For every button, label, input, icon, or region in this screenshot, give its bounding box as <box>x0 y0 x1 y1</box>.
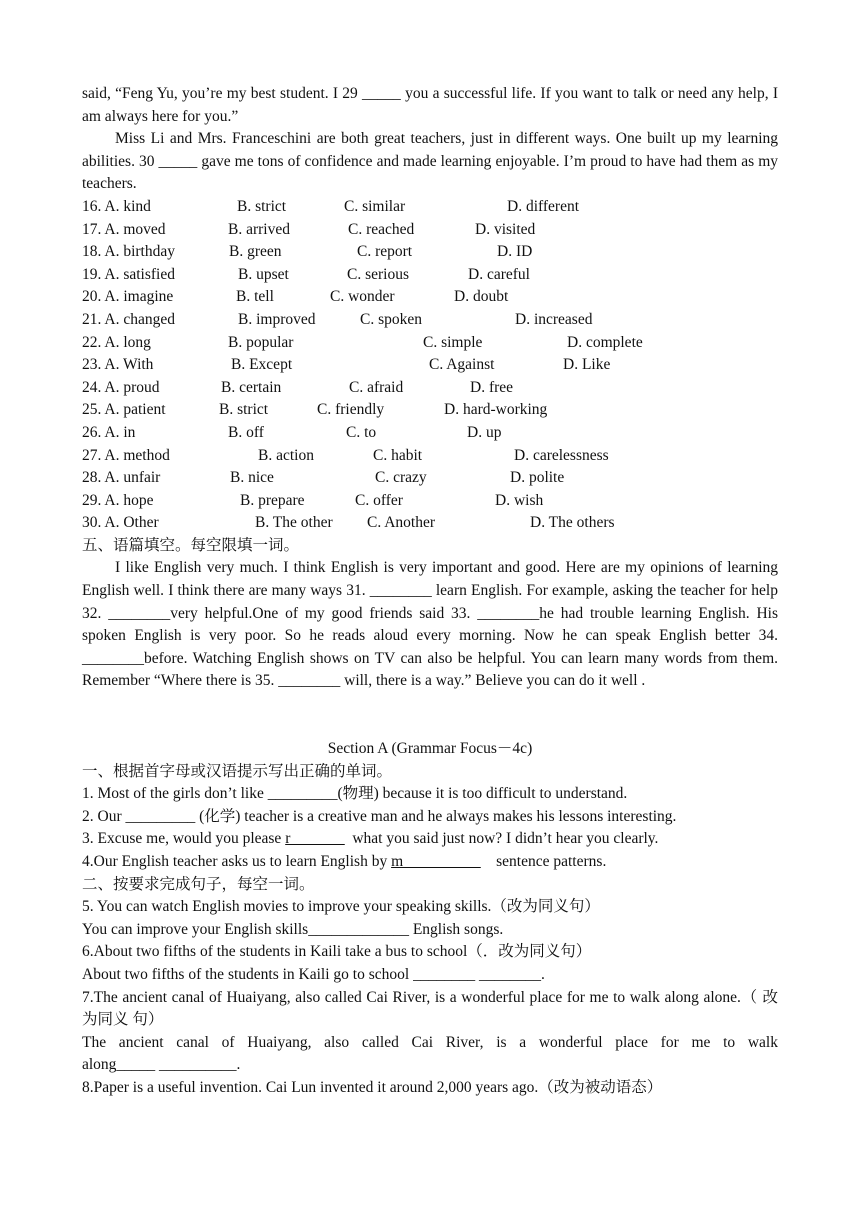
option-c: C. serious <box>347 265 409 283</box>
option-d: D. different <box>507 197 580 215</box>
option-row-20 <box>82 286 778 309</box>
option-d: D. polite <box>510 469 565 487</box>
question-7-answer-line-2: along_____ __________. <box>82 1056 241 1074</box>
question-3-text: 3. Excuse me, would you please <box>82 830 286 848</box>
option-d: D. wish <box>495 491 544 509</box>
option-c: C. to <box>346 423 377 441</box>
option-c: C. report <box>357 243 413 261</box>
question-4-blank[interactable]: m__________ <box>391 853 481 870</box>
option-d: D. up <box>467 423 502 441</box>
option-b: B. upset <box>238 265 289 283</box>
option-b: B. strict <box>237 197 287 215</box>
option-d: D. free <box>470 378 514 396</box>
option-d: D. visited <box>475 220 536 238</box>
option-d: D. careful <box>468 265 530 283</box>
question-8: 8.Paper is a useful invention. Cai Lun invented it around 2,000 years ago.（改为被动语态） <box>82 1078 663 1096</box>
question-3 <box>82 828 778 851</box>
section-5-passage: I like English very much. I think English is very important and good. Here are my opinions of learning English well. I think there are many ways 31. ________ learn English. For example, asking the teacher for help 32. ________very helpful.One of my good friends said 33. ________he had trouble learning English. His spoken English is very poor. So he reads aloud every morning. Now he can speak English better 34. ________before. Watching English shows on TV can also be helpful. You can learn many words from them. Remember “Where there is 35. ________ will, there is a way.” Believe you can do it well . <box>82 559 778 690</box>
option-a: 30. A. Other <box>82 514 159 532</box>
option-b: B. strict <box>219 401 269 419</box>
option-row-23 <box>82 354 778 377</box>
option-row-30 <box>82 512 778 535</box>
option-a: 16. A. kind <box>82 197 151 215</box>
question-4-text: 4.Our English teacher asks us to learn English by <box>82 853 392 870</box>
option-b: B. tell <box>236 288 274 306</box>
option-a: 24. A. proud <box>82 378 160 396</box>
option-d: D. hard-working <box>444 401 548 419</box>
option-b: B. certain <box>221 378 282 396</box>
option-a: 19. A. satisfied <box>82 265 175 283</box>
option-b: B. arrived <box>228 220 290 238</box>
option-b: B. improved <box>238 310 316 328</box>
option-c: C. spoken <box>360 310 422 328</box>
option-d: D. increased <box>515 310 593 328</box>
option-row-16 <box>82 196 778 219</box>
passage-paragraph-1: said, “Feng Yu, you’re my best student. I 29 _____ you a successful life. If you want to talk or need any help, I am always here for you.” <box>82 85 778 125</box>
section-5-heading: 五、语篇填空。每空限填一词。 <box>82 536 300 554</box>
question-5-answer: You can improve your English skills_____________ English songs. <box>82 920 504 938</box>
option-d: D. ID <box>497 243 533 261</box>
passage-paragraph-2: Miss Li and Mrs. Franceschini are both great teachers, just in different ways. One built up my learning abilities. 30 _____ gave me tons of confidence and made learning enjoyable. I’m proud to have had them as my teachers. <box>82 130 778 193</box>
option-row-19 <box>82 264 778 287</box>
option-b: B. The other <box>255 514 333 532</box>
option-a: 27. A. method <box>82 446 170 464</box>
question-6: 6.About two fifths of the students in Kaili take a bus to school（．改为同义句） <box>82 943 592 961</box>
option-c: C. afraid <box>349 378 404 396</box>
option-b: B. nice <box>230 469 274 487</box>
option-c: C. wonder <box>330 288 395 306</box>
option-d: D. doubt <box>454 288 509 306</box>
part-2-heading: 二、按要求完成句子，每空一词。 <box>82 875 315 893</box>
option-a: 25. A. patient <box>82 401 166 419</box>
option-c: C. habit <box>373 446 423 464</box>
option-b: B. off <box>228 423 264 441</box>
option-c: C. similar <box>344 197 406 215</box>
option-row-22 <box>82 332 778 355</box>
option-row-27 <box>82 445 778 468</box>
option-d: D. The others <box>530 514 615 532</box>
question-3-blank[interactable]: r_______ <box>285 830 345 848</box>
option-a: 29. A. hope <box>82 491 154 509</box>
option-c: C. Against <box>429 356 495 374</box>
option-c: C. Another <box>367 514 436 532</box>
question-4 <box>82 851 778 874</box>
option-a: 28. A. unfair <box>82 469 161 487</box>
option-row-17 <box>82 219 778 242</box>
option-row-21 <box>82 309 778 332</box>
option-row-25 <box>82 399 778 422</box>
option-a: 26. A. in <box>82 423 136 441</box>
question-2: 2. Our _________ (化学) teacher is a creative man and he always makes his lessons interesting. <box>82 807 677 825</box>
option-d: D. complete <box>567 333 643 351</box>
option-a: 21. A. changed <box>82 310 175 328</box>
question-5: 5. You can watch English movies to improve your speaking skills.（改为同义句） <box>82 898 600 916</box>
option-a: 23. A. With <box>82 356 154 374</box>
option-c: C. crazy <box>375 469 427 487</box>
question-6-answer: About two fifths of the students in Kaili go to school ________ ________. <box>82 965 545 983</box>
document-page <box>82 83 778 1100</box>
options-list <box>82 196 778 535</box>
question-1: 1. Most of the girls don’t like _________(物理) because it is too difficult to understand. <box>82 785 628 803</box>
option-row-24 <box>82 377 778 400</box>
option-a: 18. A. birthday <box>82 243 175 261</box>
option-d: D. Like <box>563 356 611 374</box>
option-a: 20. A. imagine <box>82 288 174 306</box>
option-a: 17. A. moved <box>82 220 166 238</box>
option-b: B. Except <box>231 356 293 374</box>
option-b: B. popular <box>228 333 294 351</box>
option-c: C. friendly <box>317 401 385 419</box>
option-d: D. carelessness <box>514 446 609 464</box>
option-c: C. simple <box>423 333 483 351</box>
part-1-heading: 一、根据首字母或汉语提示写出正确的单词。 <box>82 762 393 780</box>
option-c: C. reached <box>348 220 415 238</box>
question-3-tail: what you said just now? I didn’t hear you clearly. <box>344 830 659 848</box>
question-7-answer-line-1: The ancient canal of Huaiyang, also called Cai River, is a wonderful place for me to walk <box>82 1033 778 1051</box>
option-c: C. offer <box>355 491 403 509</box>
option-row-26 <box>82 422 778 445</box>
question-7: 7.The ancient canal of Huaiyang, also called Cai River, is a wonderful place for me to walk along alone.（ 改为同义 句） <box>82 988 778 1029</box>
question-4-tail: sentence patterns. <box>480 853 607 870</box>
spacer <box>82 693 778 738</box>
section-a-title: Section A (Grammar Focus－4c) <box>327 740 533 758</box>
option-row-28 <box>82 467 778 490</box>
option-b: B. green <box>229 243 282 261</box>
option-row-18 <box>82 241 778 264</box>
option-b: B. action <box>258 446 314 464</box>
option-row-29 <box>82 490 778 513</box>
option-b: B. prepare <box>240 491 305 509</box>
option-a: 22. A. long <box>82 333 151 351</box>
